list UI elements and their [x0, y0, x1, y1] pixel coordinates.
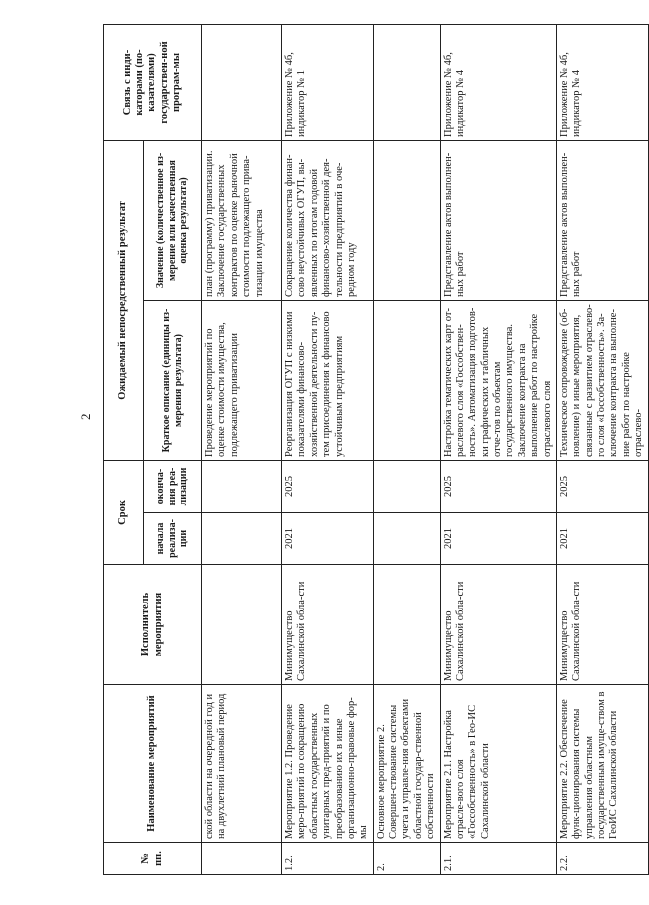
- cell-num: 2.2.: [556, 843, 648, 875]
- cell-value: Сокращение количества финан-сово неустойчивых ОГУП, вы-явленных по итогам годовой финансово-хозяйственной дея-тельности предприятий в оче-редном году: [282, 140, 374, 300]
- cell-num: [202, 843, 282, 875]
- page-number: 2: [78, 413, 93, 420]
- header-start: начала реализа-ции: [144, 513, 202, 565]
- cell-start: 2021: [282, 513, 374, 565]
- header-end: оконча-ния реа-лизации: [144, 460, 202, 512]
- cell-end: 2025: [282, 460, 374, 512]
- table-row: [282, 24, 374, 874]
- cell-short-desc: Настройка тематических карт от-раслевого слоя «Госсобствен-ность». Автоматизация подготов-ки графических и табличных отче-тов по объектам государственного имущества. Заключение контракта на выполнение работ по настройке отраслевого слоя: [440, 300, 556, 460]
- header-executor: Исполнитель мероприятия: [104, 565, 202, 685]
- cell-end: [202, 460, 282, 512]
- cell-executor: Минимущество Сахалинской обла-сти: [556, 565, 648, 685]
- cell-link: Приложение № 4б, индикатор № 4: [440, 24, 556, 140]
- header-expected: Ожидаемый непосредственный результат: [104, 140, 144, 460]
- activities-table: [103, 24, 649, 875]
- cell-short-desc: Техническое сопровождение (об-новление) и иные мероприятия, связанные с развитием отраслево-го слоя «Госсобственность». За-ключение контракта на выполне-ние работ по настройке отраслево-: [556, 300, 648, 460]
- table-row: [373, 24, 440, 874]
- cell-value: [373, 140, 440, 300]
- cell-num: 1.2.: [282, 843, 374, 875]
- cell-name: ской области на очередной год и на двухлетний плановый период: [202, 685, 282, 843]
- cell-name: Мероприятие 2.1. Настройка отрасле-вого слоя «Госсобственность» в Гео-ИС Сахалинской области: [440, 685, 556, 843]
- cell-name: Основное мероприятие 2. Совершен-ствование системы учета и управле-ния объектами областной государ-ственной собственности: [373, 685, 440, 843]
- cell-executor: Минимущество Сахалинской обла-сти: [440, 565, 556, 685]
- cell-num: 2.: [373, 843, 440, 875]
- cell-short-desc: [373, 300, 440, 460]
- header-name: Наименование мероприятий: [104, 685, 202, 843]
- cell-end: 2025: [440, 460, 556, 512]
- rotated-table-container: [103, 25, 645, 875]
- cell-num: 2.1.: [440, 843, 556, 875]
- cell-end: [373, 460, 440, 512]
- cell-short-desc: Реорганизация ОГУП с низкими показателями финансово-хозяйственной деятельности пу-тем присоединения к финансово устойчивым предприятиям: [282, 300, 374, 460]
- table-row: [202, 24, 282, 874]
- cell-value: Представление актов выполнен-ных работ: [440, 140, 556, 300]
- cell-name: Мероприятие 2.2. Обеспечение функ-ционирования системы управления областным государственным имуще-ством в ГеоИС Сахалинской области: [556, 685, 648, 843]
- cell-start: 2021: [556, 513, 648, 565]
- table-row: [556, 24, 648, 874]
- cell-link: [373, 24, 440, 140]
- header-term: Срок: [104, 460, 144, 564]
- cell-start: 2021: [440, 513, 556, 565]
- header-link: Связь с инди-каторами (по-казателями) государствен-ной програм-мы: [104, 24, 202, 140]
- cell-link: Приложение № 4б, индикатор № 1: [282, 24, 374, 140]
- cell-value: план (программу) приватизации. Заключение государственных контрактов по оценке рыночной стоимости подлежащего прива-тизации имущества: [202, 140, 282, 300]
- cell-value: Представление актов выполнен-ных работ: [556, 140, 648, 300]
- cell-end: 2025: [556, 460, 648, 512]
- cell-link: [202, 24, 282, 140]
- header-value: Значение (количественное из-мерение или качественная оценка результата): [144, 140, 202, 300]
- cell-short-desc: Проведение мероприятий по оценке стоимости имущества, подлежащего приватизации: [202, 300, 282, 460]
- header-num: № пп.: [104, 843, 202, 875]
- cell-start: [373, 513, 440, 565]
- header-row-1: [104, 24, 144, 874]
- cell-executor: [202, 565, 282, 685]
- cell-executor: Минимущество Сахалинской обла-сти: [282, 565, 374, 685]
- cell-start: [202, 513, 282, 565]
- cell-executor: [373, 565, 440, 685]
- cell-name: Мероприятие 1.2. Проведение меро-приятий по сокращению областных государственных унитарных пред-приятий и по преобразованию их в иные организационно-правовые фор-мы: [282, 685, 374, 843]
- table-row: [440, 24, 556, 874]
- cell-link: Приложение № 4б, индикатор № 4: [556, 24, 648, 140]
- header-short-desc: Краткое описание (единицы из-мерения результата): [144, 300, 202, 460]
